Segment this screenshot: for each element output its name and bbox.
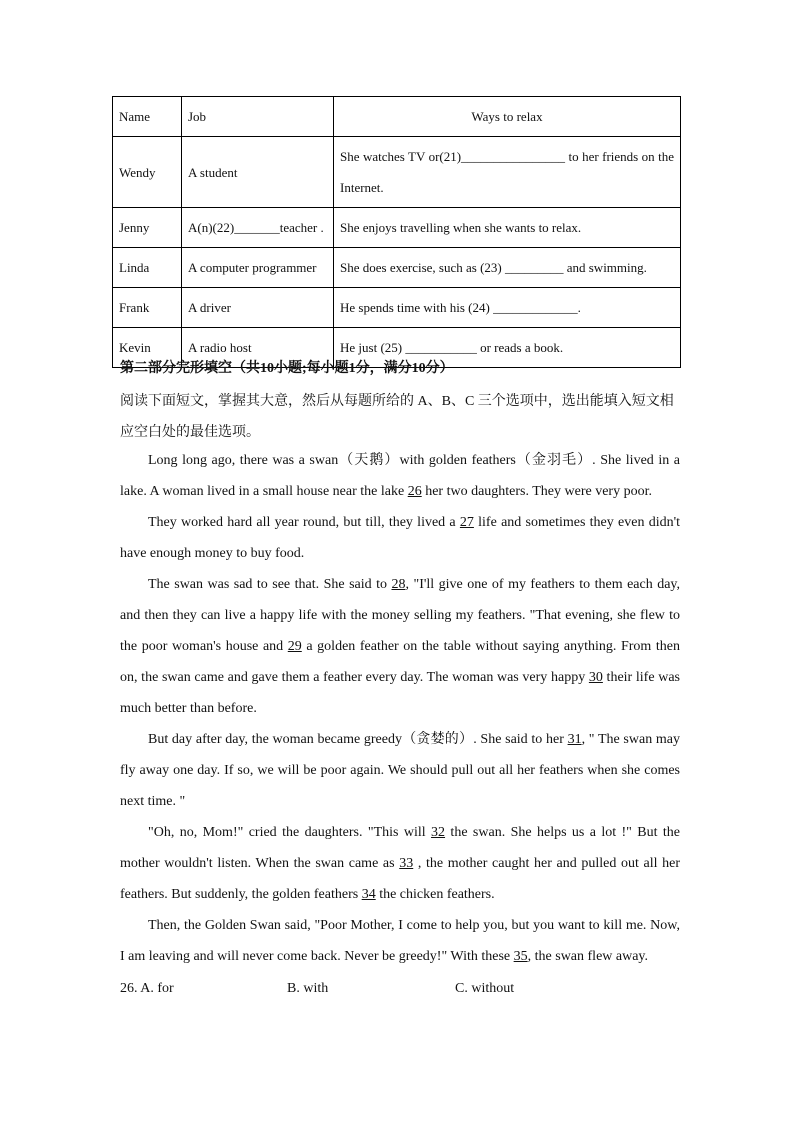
blank-27: 27 [459,515,474,530]
cell-job: A student [182,137,334,208]
text-run: , the mother caught her and pulled out all her feathers. But suddenly, the golden feathers [120,856,680,902]
cloze-passage [120,445,680,972]
blank-32: 32 [431,825,446,840]
text-run: Long long ago, there was a swan（天鹅）with golden feathers（金羽毛）. She lived in a lake. A woman lived in a small house near the lake [120,453,680,499]
cell-job: A driver [182,288,334,328]
cell-ways: She enjoys travelling when she wants to relax. [334,208,681,248]
paragraph-1 [120,445,680,507]
text-run: The swan was sad to see that. She said to [148,577,392,592]
text-run: , the swan flew away. [527,949,649,964]
text-run: , " The swan may fly away one day. If so, we will be poor again. We should pull out all her feathers when she comes next time. " [120,732,681,809]
text-run: the swan. She helps us a lot !" But the mother wouldn't listen. When the swan came as [120,825,681,871]
text-run: But day after day, the woman became greedy（贪婪的）. She said to her [148,732,568,747]
text-run: life and sometimes they even didn't have enough money to buy food. [120,515,680,561]
cell-ways: He spends time with his (24) _____________. [334,288,681,328]
paragraph-4 [120,724,680,817]
table-row [113,248,681,288]
option-c: C. without [455,981,515,996]
section-instruction: 阅读下面短文，掌握其大意，然后从每题所给的 A、B、C 三个选项中，选出能填入短文相应空白处的最佳选项。 [120,394,674,440]
table-row [113,208,681,248]
blank-29: 29 [287,639,302,654]
paragraph-5 [120,817,680,910]
text-run: Then, the Golden Swan said, "Poor Mother, I come to help you, but you want to kill me. Now, I am leaving and will never come back. Never be greedy!" With these [120,918,680,964]
relax-table [112,96,681,368]
paragraph-3 [120,569,680,724]
header-ways: Ways to relax [334,97,681,137]
cell-name: Linda [113,248,182,288]
table-row [113,288,681,328]
cell-name: Kevin [113,328,182,368]
cell-job: A(n)(22)_______teacher . [182,208,334,248]
cell-name: Wendy [113,137,182,208]
cell-job: A radio host [182,328,334,368]
table-header-row [113,97,681,137]
blank-31: 31 [567,732,582,747]
text-run: , "I'll give one of my feathers to them each day, and then they can live a happy life with the money selling my feathers. "That evening, she flew to the poor woman's house and [120,577,680,654]
text-run: a golden feather on the table without saying anything. From then on, the swan came and gave them a feather every day. The woman was very happy [120,639,681,685]
option-b: B. with [287,981,329,996]
blank-30: 30 [588,670,603,685]
cell-job: A computer programmer [182,248,334,288]
blank-26: 26 [407,484,422,499]
cell-ways: He just (25) ___________ or reads a book. [334,328,681,368]
header-name: Name [113,97,182,137]
text-run: They worked hard all year round, but till, they lived a [148,515,460,530]
blank-35: 35 [513,949,528,964]
blank-33: 33 [399,856,414,871]
cell-name: Frank [113,288,182,328]
text-run: their life was much better than before. [120,670,680,716]
text-run: the chicken feathers. [375,887,495,902]
text-run: her two daughters. They were very poor. [421,484,652,499]
text-run: "Oh, no, Mom!" cried the daughters. "This will [148,825,432,840]
cell-ways: She watches TV or(21)________________ to her friends on the Internet. [334,137,681,208]
section-heading: 第二部分完形填空（共10小题;每小题1分，满分10分） [120,361,454,376]
header-job: Job [182,97,334,137]
table-row [113,137,681,208]
cell-name: Jenny [113,208,182,248]
paragraph-6 [120,910,680,972]
blank-34: 34 [361,887,376,902]
blank-28: 28 [391,577,406,592]
cell-ways: She does exercise, such as (23) _________ and swimming. [334,248,681,288]
option-a: 26. A. for [120,981,174,996]
paragraph-2 [120,507,680,569]
